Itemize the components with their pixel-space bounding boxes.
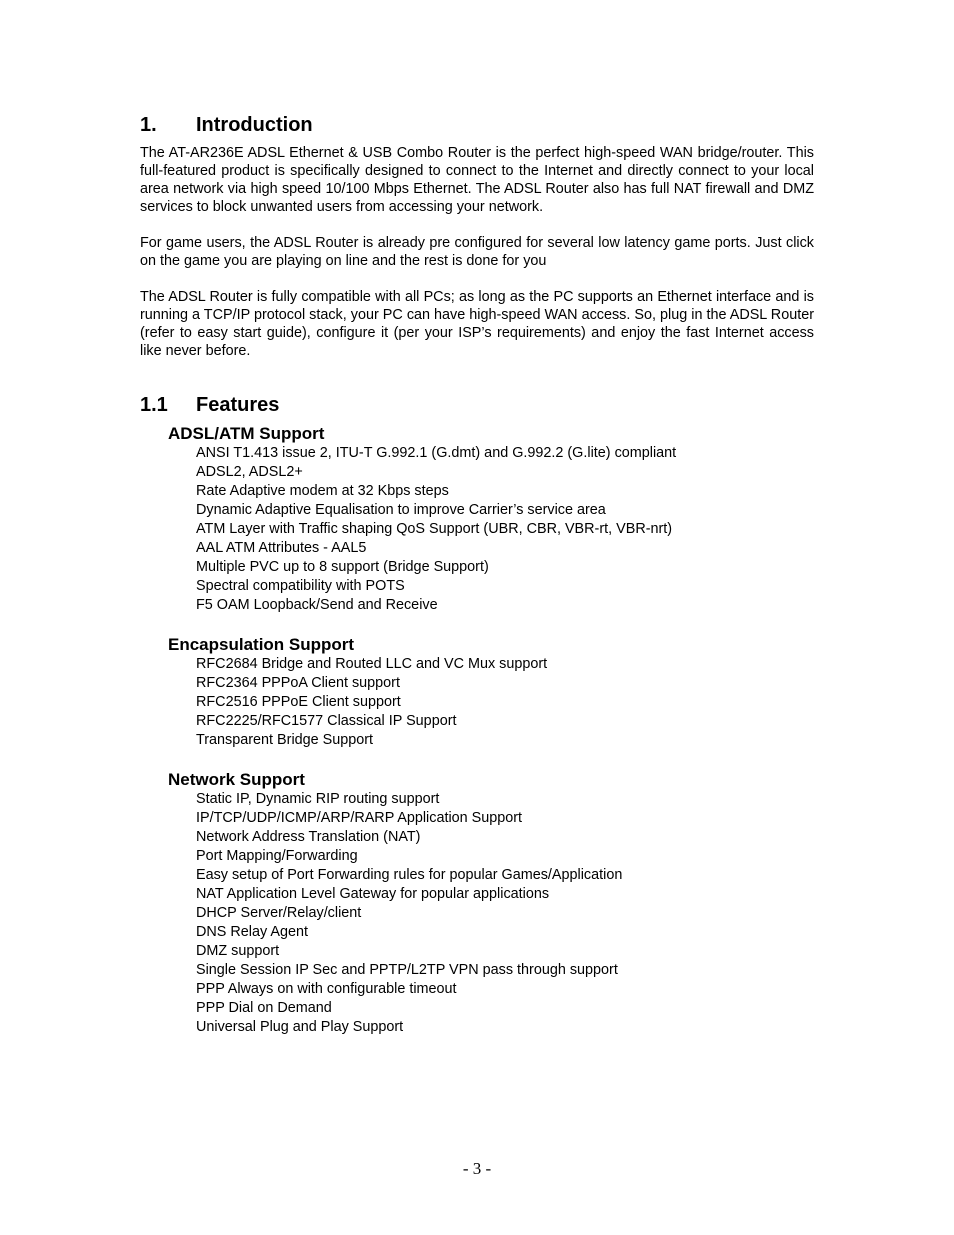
feature-item: NAT Application Level Gateway for popular applications (196, 886, 550, 902)
feature-item: DMZ support (196, 943, 280, 959)
feature-item: F5 OAM Loopback/Send and Receive (196, 597, 438, 613)
feature-item: Network Address Translation (NAT) (196, 829, 421, 845)
feature-section-title: Encapsulation Support (168, 635, 355, 654)
feature-list (140, 790, 814, 1037)
feature-item: Dynamic Adaptive Equalisation to improve Carrier’s service area (196, 502, 606, 518)
introduction-heading-title: Introduction (196, 114, 313, 136)
feature-item: RFC2516 PPPoE Client support (196, 694, 401, 710)
introduction-heading-number: 1. (140, 114, 157, 136)
feature-item: RFC2225/RFC1577 Classical IP Support (196, 713, 457, 729)
feature-list (140, 444, 814, 615)
feature-item: DNS Relay Agent (196, 924, 308, 940)
feature-item: IP/TCP/UDP/ICMP/ARP/RARP Application Support (196, 810, 523, 826)
feature-item: Static IP, Dynamic RIP routing support (196, 791, 440, 807)
feature-item: RFC2684 Bridge and Routed LLC and VC Mux support (196, 656, 548, 672)
feature-item: Spectral compatibility with POTS (196, 578, 405, 594)
feature-item: DHCP Server/Relay/client (196, 905, 362, 921)
feature-item: Rate Adaptive modem at 32 Kbps steps (196, 483, 449, 499)
page-number: - 3 - (462, 1159, 492, 1178)
feature-item: ANSI T1.413 issue 2, ITU-T G.992.1 (G.dmt) and G.992.2 (G.lite) compliant (196, 445, 677, 461)
features-heading-title: Features (196, 394, 280, 416)
features-heading-number: 1.1 (140, 394, 168, 416)
feature-item: Easy setup of Port Forwarding rules for popular Games/Application (196, 867, 623, 883)
introduction-paragraph: The ADSL Router is fully compatible with all PCs; as long as the PC supports an Ethernet interface and is running a TCP/IP protocol stack, your PC can have high-speed WAN access. So, plug in the ADSL Router (refer to easy start guide), configure it (per your ISP’s requirements) and enjoy the fast Internet access like never before. (140, 289, 814, 359)
feature-item: Single Session IP Sec and PPTP/L2TP VPN pass through support (196, 962, 618, 978)
feature-section-title: ADSL/ATM Support (168, 424, 325, 443)
feature-item: PPP Dial on Demand (196, 1000, 332, 1016)
document-page (140, 112, 814, 1037)
feature-item: Port Mapping/Forwarding (196, 848, 358, 864)
introduction-heading (140, 112, 814, 138)
feature-list (140, 655, 814, 750)
introduction-paragraph: The AT-AR236E ADSL Ethernet & USB Combo Router is the perfect high-speed WAN bridge/router. This full-featured product is specifically designed to connect to the Internet and directly connect to your local area network via high speed 10/100 Mbps Ethernet. The ADSL Router also has full NAT firewall and DMZ services to block unwanted users from accessing your network. (140, 145, 814, 215)
feature-item: ATM Layer with Traffic shaping QoS Support (UBR, CBR, VBR-rt, VBR-nrt) (196, 521, 673, 537)
feature-item: PPP Always on with configurable timeout (196, 981, 457, 997)
feature-item: Transparent Bridge Support (196, 732, 374, 748)
feature-section-encapsulation (140, 635, 814, 750)
feature-item: AAL ATM Attributes - AAL5 (196, 540, 367, 556)
features-heading (140, 392, 814, 418)
feature-section-network (140, 770, 814, 1037)
feature-section-adsl-atm (140, 424, 814, 615)
feature-item: RFC2364 PPPoA Client support (196, 675, 400, 691)
feature-item: Multiple PVC up to 8 support (Bridge Support) (196, 559, 489, 575)
feature-section-title: Network Support (168, 770, 305, 789)
feature-item: ADSL2, ADSL2+ (196, 464, 303, 480)
introduction-paragraph: For game users, the ADSL Router is already pre configured for several low latency game ports. Just click on the game you are playing on line and the rest is done for you (140, 235, 814, 269)
feature-item: Universal Plug and Play Support (196, 1019, 404, 1035)
